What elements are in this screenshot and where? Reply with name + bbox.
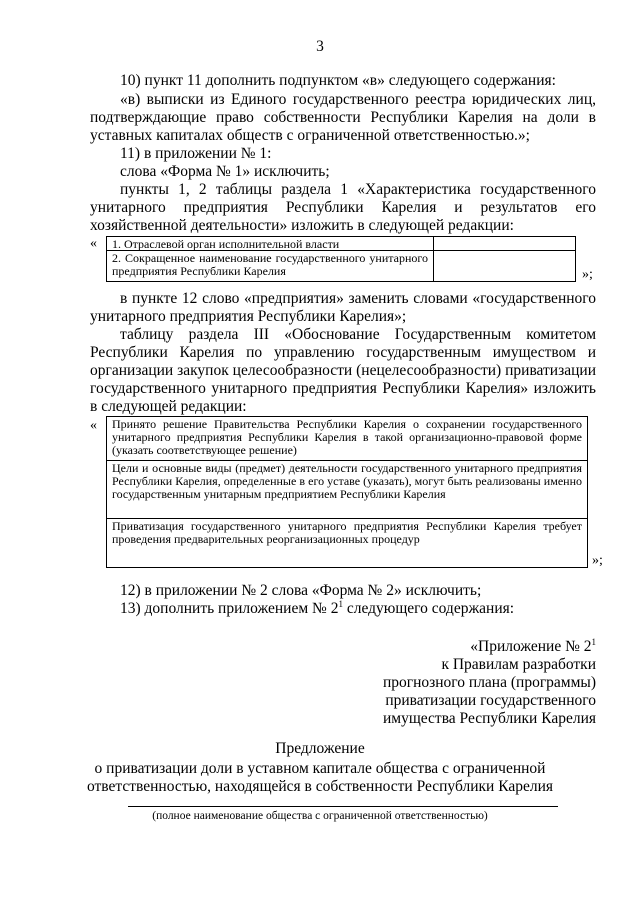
paragraph-item-12: 12) в приложении № 2 слова «Форма № 2» исключить; [120,582,482,599]
proposal-line2: ответственностью, находящейся в собственности Республики Карелия [86,778,554,795]
appendix-line5: имущества Республики Карелия [382,710,596,727]
appendix-line1 [300,638,596,656]
table2-close-quote: »; [592,553,603,568]
paragraph-item-11b: пункты 1, 2 таблицы раздела 1 «Характеристика государственного унитарного предприятия Республики Карелия и результатов его хозяйственной деятельности» изложить в следующей редакции: [90,181,596,234]
appendix-header [300,638,596,728]
table1-row2-label: 2. Сокращенное наименование государственного унитарного предприятия Республики Карелия [107,251,434,281]
table1-row2-value [434,251,575,281]
paragraph-item-13-rest: следующего содержания: [342,600,515,617]
signature-underline [128,806,558,807]
appendix-line4: приватизации государственного [385,692,596,709]
appendix-line1-sup: 1 [591,636,596,647]
appendix-line3: прогнозного плана (программы) [382,674,596,691]
table1-open-quote: « [90,236,97,251]
proposal-title: Предложение [275,740,365,757]
paragraph-item-13 [90,600,596,618]
paragraph-item-12-word: в пункте 12 слово «предприятия» заменить словами «государственного унитарного предприятия Республики Карелия»; [90,290,596,325]
table2-row2: Цели и основные виды (предмет) деятельности государственного унитарного предприятия Республики Карелия, определенные в его уставе (указать), могут быть реализованы именно государственным унитарным предприятием Республики Карелия [107,461,587,519]
table1-row1-value [434,237,575,251]
table1-row1-label: 1. Отраслевой орган исполнительной власти [107,237,434,251]
table1 [106,236,576,282]
paragraph-item-11a: слова «Форма № 1» исключить; [120,163,330,180]
proposal-line1: о приватизации доли в уставном капитале общества с ограниченной [94,760,546,777]
paragraph-table-section3: таблицу раздела III «Обоснование Государственным комитетом Республики Карелия по управлению государственным имуществом и организации закупок целесообразности (нецелесообразности) приватизации государственного унитарного предприятия Республики Карелия» изложить в следующей редакции: [90,326,596,415]
paragraph-item-11: 11) в приложении № 1: [120,145,272,162]
appendix-line1-text: «Приложение № 2 [470,638,592,655]
table2-row1: Принято решение Правительства Республики Карелия о сохранении государственного унитарного предприятия Республики Карелия в такой организационно-правовой форме (указать соответствующее решение) [107,417,587,461]
page-number: 3 [316,38,324,55]
appendix-line2: к Правилам разработки [441,656,596,673]
table2-row3: Приватизация государственного унитарного предприятия Республики Карелия требует проведения предварительных реорганизационных процедур [112,519,582,546]
proposal-caption: (полное наименование общества с ограниченной ответственностью) [152,810,488,822]
paragraph-item-10-text: «в) выписки из Единого государственного реестра юридических лиц, подтверждающие право собственности Республики Карелия на доли в уставных капиталах обществ с ограниченной ответственностью.»; [90,91,596,144]
paragraph-item-10: 10) пункт 11 дополнить подпунктом «в» следующего содержания: [120,72,556,89]
table1-close-quote: »; [582,267,593,282]
table2-open-quote: « [90,418,97,433]
table2 [106,416,588,568]
paragraph-item-13-sup: 1 [338,598,343,609]
paragraph-item-13-text: 13) дополнить приложением № 2 [120,600,339,617]
